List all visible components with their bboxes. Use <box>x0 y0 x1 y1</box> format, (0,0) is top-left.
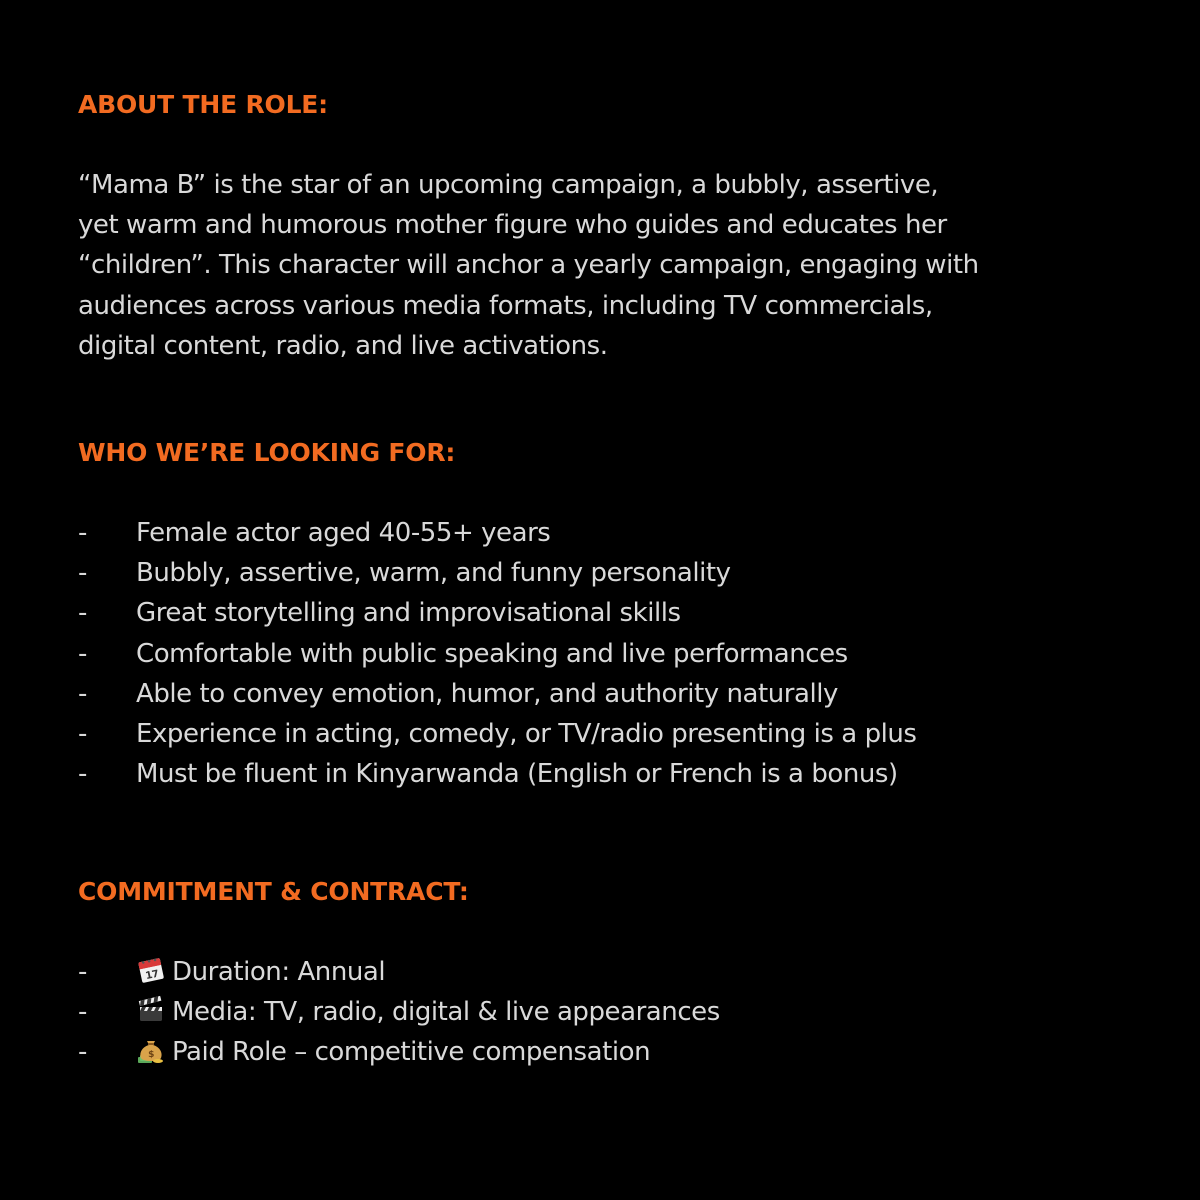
about-line: digital content, radio, and live activations. <box>78 330 608 361</box>
about-heading: ABOUT THE ROLE: <box>78 90 328 119</box>
bullet-dash: - <box>78 997 87 1028</box>
commitment-item <box>136 952 385 992</box>
bullet-dash: - <box>78 678 87 709</box>
commitment-item <box>136 1032 650 1072</box>
about-paragraph <box>78 165 979 366</box>
requirement-text: Female actor aged 40-55+ years <box>136 518 551 548</box>
commitment-text: Duration: Annual <box>172 957 386 987</box>
svg-text:$: $ <box>148 1050 154 1061</box>
bullet-dash: - <box>78 1037 87 1068</box>
bullet-dash: - <box>78 558 87 589</box>
commitment-item <box>136 992 720 1032</box>
bullet-dash: - <box>78 718 87 749</box>
looking-for-heading: WHO WE’RE LOOKING FOR: <box>78 438 456 467</box>
calendar-icon <box>136 955 166 985</box>
bullet-dash: - <box>78 638 87 669</box>
requirement-text: Must be fluent in Kinyarwanda (English or French is a bonus) <box>136 759 898 790</box>
bullet-dash: - <box>78 598 87 629</box>
bullet-dash: - <box>78 957 87 987</box>
bullet-dash: - <box>78 759 87 790</box>
commitment-heading: COMMITMENT & CONTRACT: <box>78 877 469 906</box>
clapperboard-icon <box>136 995 166 1025</box>
bullet-dash: - <box>78 518 87 548</box>
about-line: “children”. This character will anchor a yearly campaign, engaging with <box>78 250 979 281</box>
about-line: “Mama B” is the star of an upcoming campaign, a bubbly, assertive, <box>78 170 939 200</box>
calendar-day: 17 <box>144 968 160 983</box>
commitment-text: Media: TV, radio, digital & live appearances <box>172 997 720 1028</box>
money-bag-icon <box>136 1035 166 1065</box>
requirement-text: Able to convey emotion, humor, and authority naturally <box>136 678 838 709</box>
requirement-text: Experience in acting, comedy, or TV/radio presenting is a plus <box>136 718 917 749</box>
requirement-text: Comfortable with public speaking and live performances <box>136 638 848 669</box>
requirement-text: Great storytelling and improvisational skills <box>136 598 681 629</box>
commitment-text: Paid Role – competitive compensation <box>172 1037 651 1068</box>
about-line: audiences across various media formats, including TV commercials, <box>78 290 933 321</box>
requirement-text: Bubbly, assertive, warm, and funny personality <box>136 558 731 589</box>
about-line: yet warm and humorous mother figure who guides and educates her <box>78 210 947 241</box>
